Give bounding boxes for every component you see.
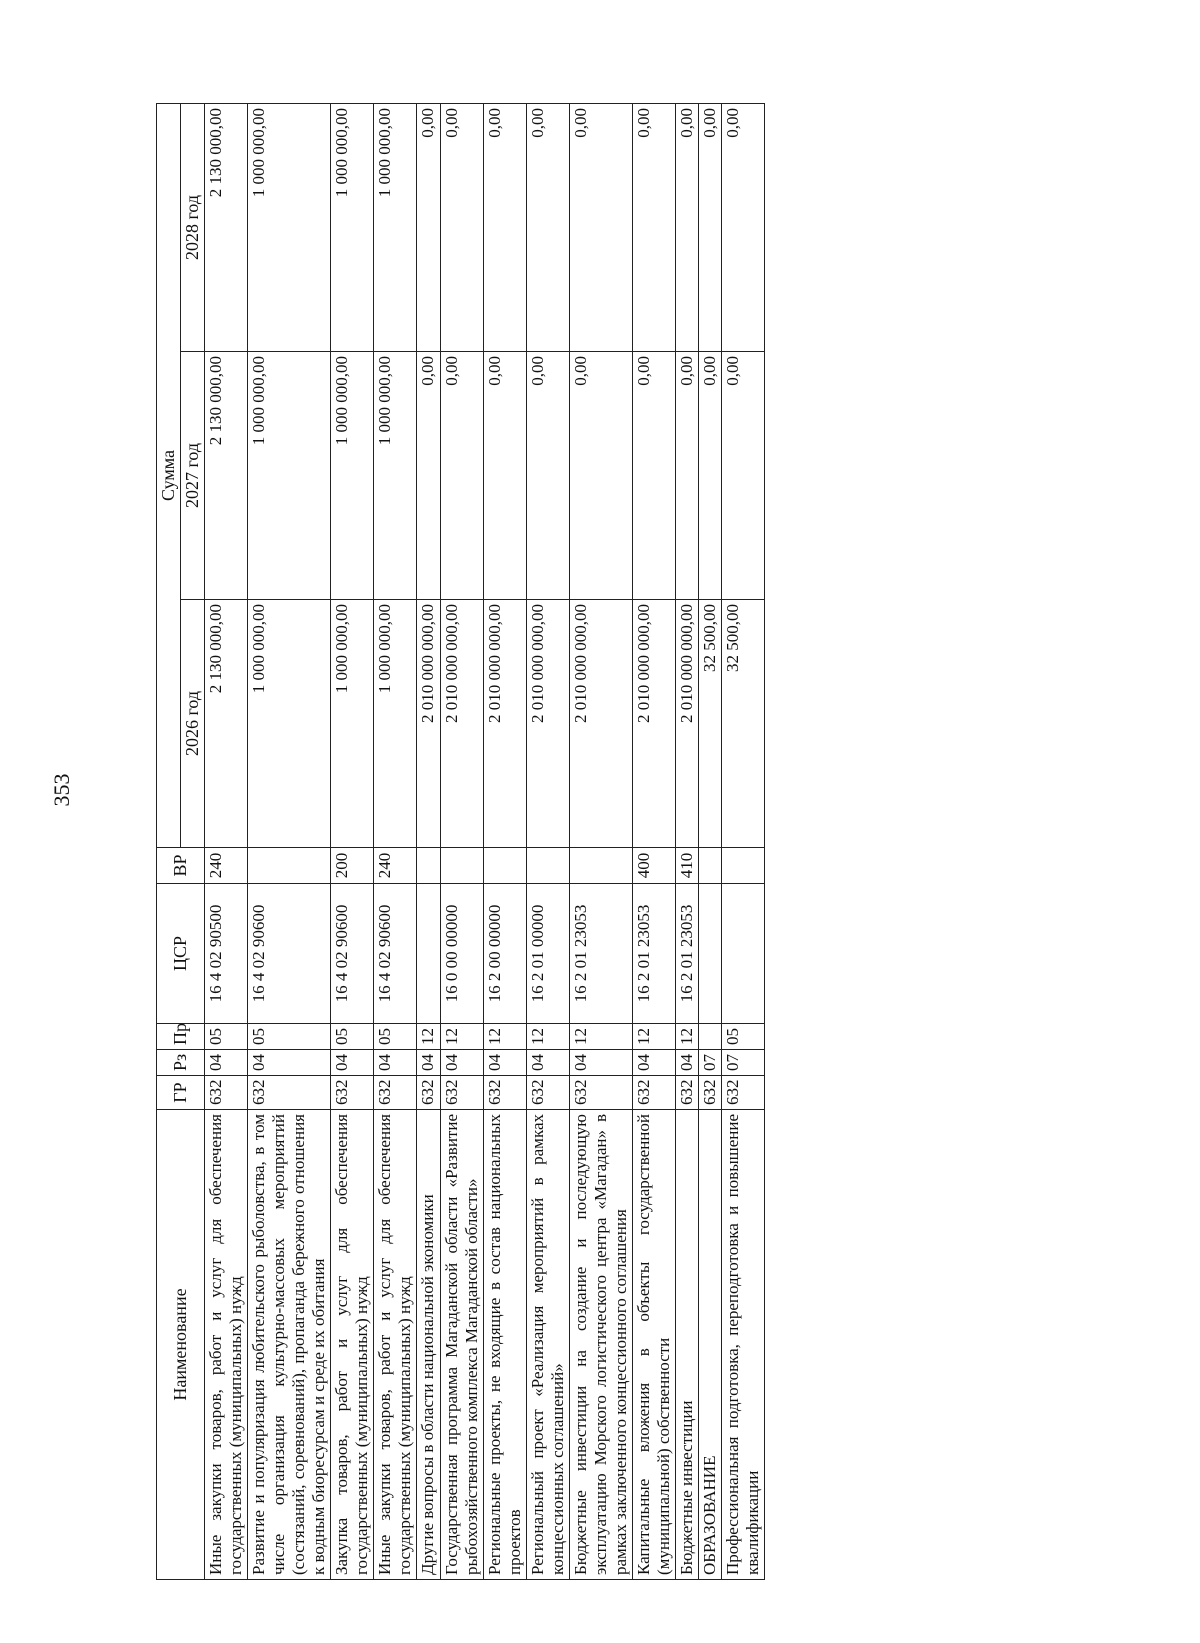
row-amount-2027: 0,00: [569, 352, 632, 600]
row-name: Закупка товаров, работ и услуг для обеспечения государственных (муниципальных) нужд: [331, 1110, 374, 1580]
table-row: [526, 103, 569, 1579]
header-sum: Сумма: [157, 103, 181, 847]
row-name: Профессиональная подготовка, переподготовка и повышение квалификации: [722, 1110, 765, 1580]
row-gr: 632: [722, 1076, 765, 1110]
row-name: ОБРАЗОВАНИЕ: [699, 1110, 722, 1580]
row-name: Бюджетные инвестиции на создание и последующую эксплуатацию Морского логистического центра «Магадан» в рамках заключенного концессионного соглашения: [569, 1110, 632, 1580]
row-vr: [440, 848, 483, 884]
rotated-table-container: [156, 105, 1200, 1580]
row-vr: 240: [374, 848, 417, 884]
row-name: Региональные проекты, не входящие в состав национальных проектов: [483, 1110, 526, 1580]
row-gr: 632: [569, 1076, 632, 1110]
row-pr: 05: [248, 1024, 331, 1050]
row-amount-2027: 1 000 000,00: [248, 352, 331, 600]
row-amount-2026: 2 010 000 000,00: [417, 600, 440, 848]
row-rz: 04: [676, 1050, 699, 1076]
row-amount-2027: 0,00: [526, 352, 569, 600]
row-name: Региональный проект «Реализация мероприятий в рамках концессионных соглашений»: [526, 1110, 569, 1580]
row-amount-2027: 2 130 000,00: [205, 352, 248, 600]
row-vr: [248, 848, 331, 884]
row-pr: 12: [526, 1024, 569, 1050]
row-amount-2028: 0,00: [417, 103, 440, 351]
row-rz: 07: [699, 1050, 722, 1076]
row-pr: [699, 1024, 722, 1050]
row-amount-2028: 0,00: [699, 103, 722, 351]
row-vr: 410: [676, 848, 699, 884]
row-vr: [722, 848, 765, 884]
row-gr: 632: [699, 1076, 722, 1110]
row-amount-2026: 2 010 000 000,00: [632, 600, 675, 848]
header-csr: ЦСР: [157, 884, 205, 1024]
table-row: [699, 103, 722, 1579]
row-name: Другие вопросы в области национальной экономики: [417, 1110, 440, 1580]
row-amount-2026: 2 010 000 000,00: [483, 600, 526, 848]
row-vr: [483, 848, 526, 884]
table-row: [331, 103, 374, 1579]
row-csr: 16 2 01 23053: [632, 884, 675, 1024]
row-vr: 200: [331, 848, 374, 884]
row-amount-2028: 0,00: [526, 103, 569, 351]
row-name: Бюджетные инвестиции: [676, 1110, 699, 1580]
row-gr: 632: [417, 1076, 440, 1110]
table-row: [374, 103, 417, 1579]
row-gr: 632: [331, 1076, 374, 1110]
row-csr: [417, 884, 440, 1024]
row-rz: 04: [205, 1050, 248, 1076]
row-csr: 16 4 02 90500: [205, 884, 248, 1024]
row-gr: 632: [205, 1076, 248, 1110]
row-vr: [569, 848, 632, 884]
row-csr: 16 0 00 00000: [440, 884, 483, 1024]
row-amount-2028: 0,00: [632, 103, 675, 351]
row-amount-2028: 0,00: [676, 103, 699, 351]
row-gr: 632: [374, 1076, 417, 1110]
header-name: Наименование: [157, 1110, 205, 1580]
row-rz: 04: [569, 1050, 632, 1076]
row-amount-2026: 2 130 000,00: [205, 600, 248, 848]
row-pr: 12: [632, 1024, 675, 1050]
budget-table: [156, 103, 765, 1580]
header-year-2028: 2028 год: [181, 103, 205, 351]
row-name: Государственная программа Магаданской области «Развитие рыбохозяйственного комплекса Магаданской области»: [440, 1110, 483, 1580]
row-gr: 632: [676, 1076, 699, 1110]
table-row: [483, 103, 526, 1579]
row-amount-2027: 0,00: [440, 352, 483, 600]
row-amount-2027: 0,00: [722, 352, 765, 600]
row-rz: 04: [632, 1050, 675, 1076]
row-csr: [699, 884, 722, 1024]
table-row: [205, 103, 248, 1579]
header-gr: ГР: [157, 1076, 205, 1110]
row-amount-2028: 0,00: [440, 103, 483, 351]
page-number: 353: [49, 773, 74, 807]
table-row: [440, 103, 483, 1579]
row-amount-2027: 0,00: [632, 352, 675, 600]
row-vr: [417, 848, 440, 884]
table-row: [417, 103, 440, 1579]
row-amount-2027: 0,00: [699, 352, 722, 600]
row-amount-2026: 1 000 000,00: [374, 600, 417, 848]
row-amount-2027: 0,00: [676, 352, 699, 600]
row-name: Иные закупки товаров, работ и услуг для обеспечения государственных (муниципальных) нужд: [205, 1110, 248, 1580]
row-pr: 12: [569, 1024, 632, 1050]
row-csr: 16 2 01 23053: [569, 884, 632, 1024]
header-vr: ВР: [157, 848, 205, 884]
row-amount-2028: 0,00: [483, 103, 526, 351]
row-pr: 12: [483, 1024, 526, 1050]
row-rz: 07: [722, 1050, 765, 1076]
row-amount-2028: 0,00: [569, 103, 632, 351]
row-name: Развитие и популяризация любительского рыболовства, в том числе организация культурно-массовых мероприятий (состязаний, соревнований), пропаганда бережного отношения к водным биоресурсам и среде их обитания: [248, 1110, 331, 1580]
row-csr: 16 2 00 00000: [483, 884, 526, 1024]
header-year-2026: 2026 год: [181, 600, 205, 848]
row-pr: 12: [417, 1024, 440, 1050]
row-rz: 04: [526, 1050, 569, 1076]
row-amount-2027: 0,00: [483, 352, 526, 600]
row-amount-2027: 0,00: [417, 352, 440, 600]
row-csr: 16 4 02 90600: [331, 884, 374, 1024]
row-rz: 04: [374, 1050, 417, 1076]
row-amount-2026: 2 010 000 000,00: [440, 600, 483, 848]
table-row: [248, 103, 331, 1579]
row-gr: 632: [440, 1076, 483, 1110]
row-amount-2026: 32 500,00: [699, 600, 722, 848]
row-pr: 12: [440, 1024, 483, 1050]
header-rz: Рз: [157, 1050, 205, 1076]
row-csr: [722, 884, 765, 1024]
row-rz: 04: [248, 1050, 331, 1076]
row-amount-2026: 2 010 000 000,00: [676, 600, 699, 848]
row-gr: 632: [632, 1076, 675, 1110]
table-row: [722, 103, 765, 1579]
row-gr: 632: [483, 1076, 526, 1110]
row-amount-2028: 1 000 000,00: [331, 103, 374, 351]
header-row-1: [157, 103, 181, 1579]
row-amount-2028: 1 000 000,00: [248, 103, 331, 351]
row-vr: [526, 848, 569, 884]
row-amount-2028: 1 000 000,00: [374, 103, 417, 351]
header-pr: Пр: [157, 1024, 205, 1050]
row-csr: 16 2 01 23053: [676, 884, 699, 1024]
row-amount-2028: 0,00: [722, 103, 765, 351]
table-row: [676, 103, 699, 1579]
row-pr: 05: [205, 1024, 248, 1050]
row-rz: 04: [440, 1050, 483, 1076]
row-rz: 04: [417, 1050, 440, 1076]
row-amount-2026: 1 000 000,00: [248, 600, 331, 848]
header-year-2027: 2027 год: [181, 352, 205, 600]
row-vr: [699, 848, 722, 884]
row-rz: 04: [483, 1050, 526, 1076]
row-pr: 05: [722, 1024, 765, 1050]
row-name: Капитальные вложения в объекты государственной (муниципальной) собственности: [632, 1110, 675, 1580]
row-pr: 12: [676, 1024, 699, 1050]
table-row: [632, 103, 675, 1579]
row-amount-2026: 2 010 000 000,00: [526, 600, 569, 848]
row-amount-2026: 1 000 000,00: [331, 600, 374, 848]
row-amount-2026: 2 010 000 000,00: [569, 600, 632, 848]
row-amount-2026: 32 500,00: [722, 600, 765, 848]
row-name: Иные закупки товаров, работ и услуг для обеспечения государственных (муниципальных) нужд: [374, 1110, 417, 1580]
row-csr: 16 4 02 90600: [374, 884, 417, 1024]
row-vr: 400: [632, 848, 675, 884]
row-amount-2027: 1 000 000,00: [374, 352, 417, 600]
table-row: [569, 103, 632, 1579]
row-amount-2027: 1 000 000,00: [331, 352, 374, 600]
row-pr: 05: [331, 1024, 374, 1050]
row-pr: 05: [374, 1024, 417, 1050]
row-vr: 240: [205, 848, 248, 884]
row-gr: 632: [248, 1076, 331, 1110]
row-rz: 04: [331, 1050, 374, 1076]
row-csr: 16 2 01 00000: [526, 884, 569, 1024]
row-amount-2028: 2 130 000,00: [205, 103, 248, 351]
row-csr: 16 4 02 90600: [248, 884, 331, 1024]
row-gr: 632: [526, 1076, 569, 1110]
